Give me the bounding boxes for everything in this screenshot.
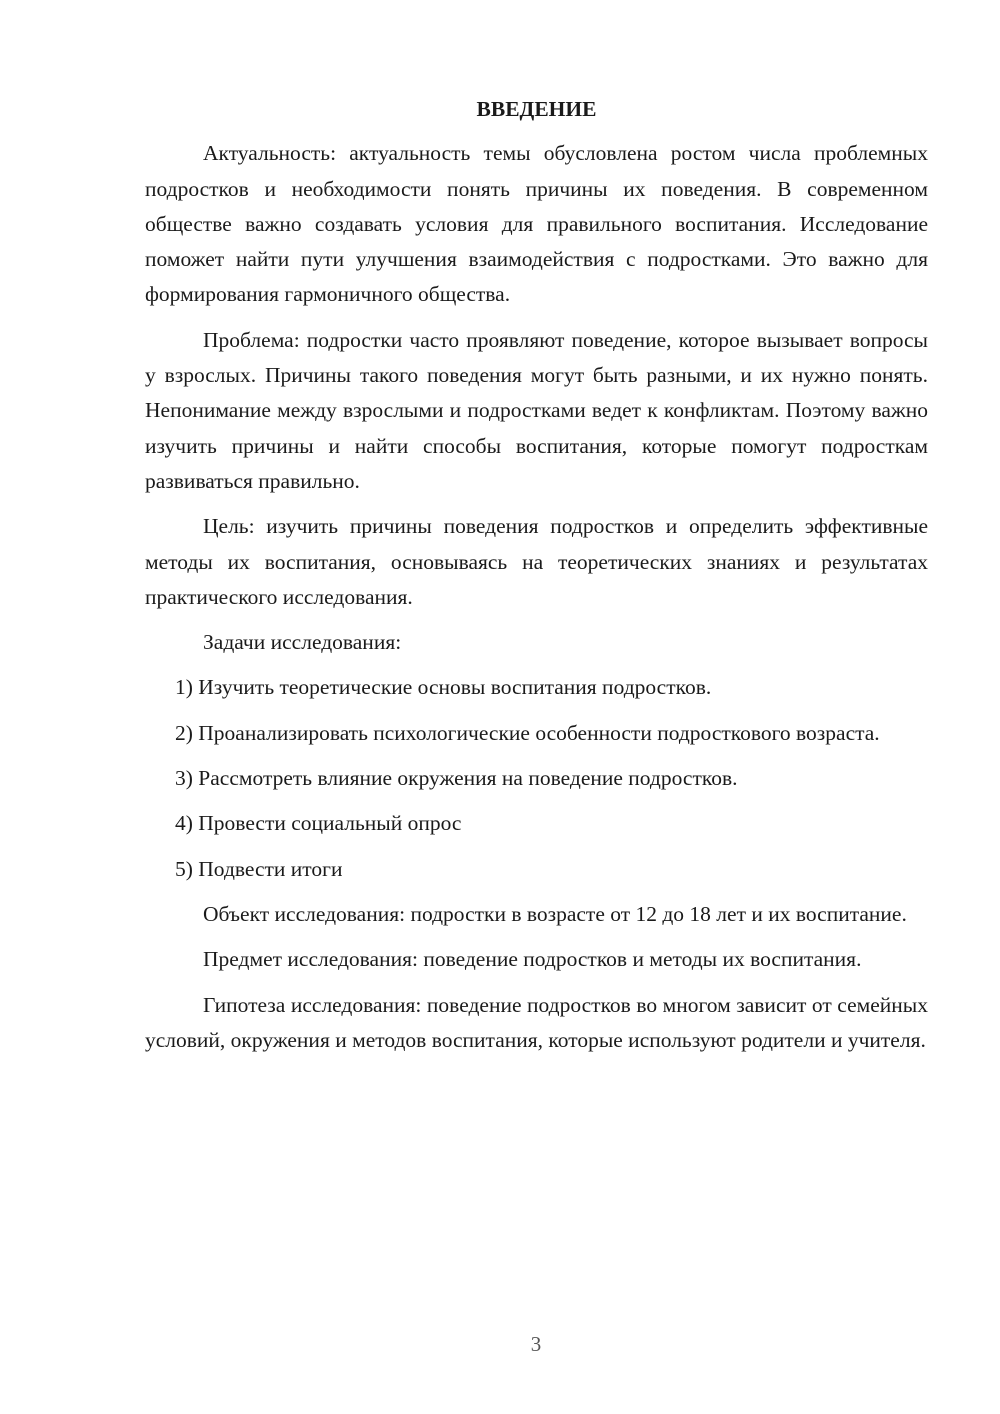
- section-title: ВВЕДЕНИЕ: [476, 97, 597, 121]
- task-item-1: 1) Изучить теоретические основы воспитания подростков.: [175, 675, 712, 700]
- task-item-5: 5) Подвести итоги: [175, 856, 343, 881]
- subject-paragraph: Предмет исследования: поведение подростков и методы их воспитания.: [203, 947, 862, 972]
- problem-paragraph: Проблема: подростки часто проявляют поведение, которое вызывает вопросы у взрослых. Причины такого поведения могут быть разными, и их нужно понять. Непонимание между взрослыми и подростками ведет к конфликтам. Поэтому важно изучить причины и найти способы воспитания, которые помогут подросткам развиваться правильно.: [145, 327, 928, 493]
- page-number: 3: [530, 1332, 542, 1356]
- task-item-3: 3) Рассмотреть влияние окружения на поведение подростков.: [175, 766, 738, 791]
- task-item-4: 4) Провести социальный опрос: [175, 811, 462, 836]
- hypothesis-paragraph: Гипотеза исследования: поведение подростков во многом зависит от семейных условий, окружения и методов воспитания, которые используют родители и учителя.: [145, 992, 928, 1052]
- tasks-heading: Задачи исследования:: [203, 630, 402, 655]
- task-item-2: 2) Проанализировать психологические особенности подросткового возраста.: [175, 720, 880, 745]
- goal-paragraph: Цель: изучить причины поведения подростков и определить эффективные методы их воспитания, основываясь на теоретических знаниях и результатах практического исследования.: [145, 514, 928, 609]
- relevance-paragraph: Актуальность: актуальность темы обусловлена ростом числа проблемных подростков и необходимости понять причины их поведения. В современном обществе важно создавать условия для правильного воспитания. Исследование поможет найти пути улучшения взаимодействия с подростками. Это важно для формирования гармоничного общества.: [145, 141, 928, 307]
- object-paragraph: Объект исследования: подростки в возрасте от 12 до 18 лет и их воспитание.: [203, 901, 907, 926]
- document-page: [145, 92, 928, 1068]
